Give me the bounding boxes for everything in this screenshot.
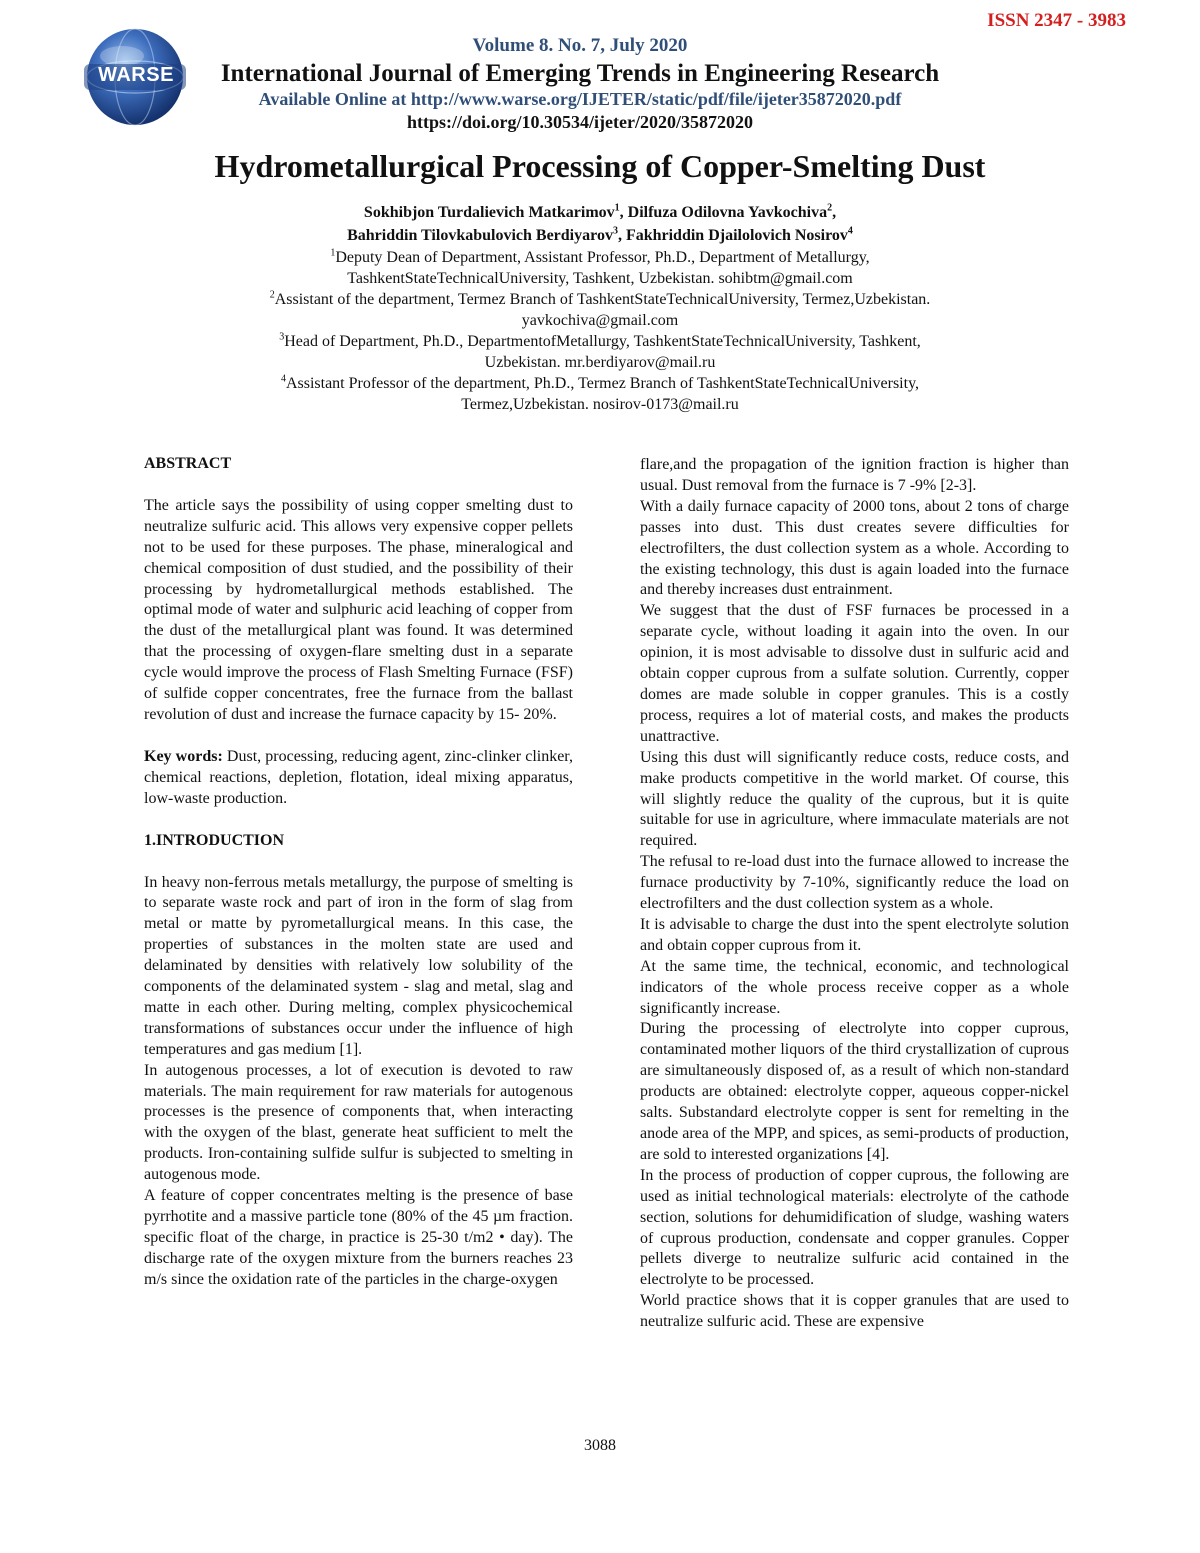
paragraph: In autogenous processes, a lot of execution is devoted to raw materials. The main requirement for raw materials for autogenous processes is the presence of components that, when interacting with the oxygen of the blast, generate heat sufficient to melt the products. Iron-containing sulfide sulfur is subjected to smelting in autogenous mode. — [144, 1061, 573, 1184]
journal-name: International Journal of Emerging Trends in Engineering Research — [220, 60, 940, 87]
paragraph: In the process of production of copper cuprous, the following are used as initial technological materials: electrolyte of the cathode section, solutions for dehumidification of sludge, washing waters of cuprous production, condensate and copper granules. Copper pellets diverge to neutralize sulfuric acid contained in the electrolyte to be processed. — [640, 1166, 1069, 1289]
availability-link[interactable]: Available Online at http://www.warse.org/IJETER/static/pdf/file/ijeter35872020.pdf — [258, 89, 902, 109]
paragraph: Using this dust will significantly reduce costs, reduce costs, and make products competitive in the world market. Of course, this will slightly reduce the quality of the cuprous, but it is quite suitable for use in agriculture, where immaculate materials are not required. — [640, 748, 1069, 850]
paragraph: In heavy non-ferrous metals metallurgy, the purpose of smelting is to separate waste rock and part of iron in the form of slag from metal or matte by pyrometallurgical means. In this case, the properties of substances in the molten state are used and delaminated by densities with relatively low solubility of the components of the delaminated system - slag and metal, slag and matte in each other. During melting, complex physicochemical transformations of substances occur under the influence of high temperatures and gas medium [1]. — [144, 873, 573, 1058]
author-sup: 3 — [612, 225, 618, 237]
affiliation-4: $^4$Assistant Professor of the department, Ph.D., Termez Branch of TashkentStateTechnicalUniversity, — [280, 373, 920, 392]
author-line-1: Sokhibjon Turdalievich Matkarimov$^1$, Dilfuza Odilovna Yavkochiva$^2$, — [363, 202, 837, 221]
affiliation-2-cont: yavkochiva@gmail.com — [521, 312, 679, 329]
paragraph: flare,and the propagation of the ignition fraction is higher than usual. Dust removal from the furnace is 7 -9% [2-3]. — [640, 456, 1069, 494]
paragraph: A feature of copper concentrates melting is the presence of base pyrrhotite and a massive particle tone (80% of the 45 µm fraction. specific float of the charge, in practice is 25-30 t/m2 • day). The discharge rate of the oxygen mixture from the burners reaches 23 m/s since the oxidation rate of the particles in the charge-oxygen — [144, 1187, 573, 1288]
right-column — [640, 455, 1069, 1333]
author-name: Bahriddin Tilovkabulovich Berdiyarov — [347, 227, 613, 244]
affiliation-3: $^3$Head of Department, Ph.D., DepartmentofMetallurgy, TashkentStateTechnicalUniversity, Tashkent, — [279, 331, 921, 350]
abstract-heading: ABSTRACT — [144, 455, 232, 472]
author-name: Fakhriddin Djailolovich Nosirov — [625, 227, 848, 244]
author-name: Dilfuza Odilovna Yavkochiva — [627, 204, 828, 221]
keywords-label: Key words: — [144, 747, 223, 765]
paragraph: World practice shows that it is copper granules that are used to neutralize sulfuric acid. These are expensive — [640, 1292, 1069, 1331]
paragraph: It is advisable to charge the dust into the spent electrolyte solution and obtain copper cuprous from it. — [640, 915, 1069, 954]
issn-label: ISSN 2347 - 3983 — [987, 10, 1126, 31]
paper-title: Hydrometallurgical Processing of Copper-Smelting Dust — [214, 148, 986, 184]
affiliation-3-cont: Uzbekistan. mr.berdiyarov@mail.ru — [484, 354, 716, 371]
keywords — [144, 747, 573, 810]
affiliation-1: $^1$Deputy Dean of Department, Assistant Professor, Ph.D., Department of Metallurgy, — [330, 247, 870, 266]
author-sup: 2 — [827, 202, 833, 214]
author-sup: 4 — [847, 225, 853, 237]
author-line-2: Bahriddin Tilovkabulovich Berdiyarov$^3$, Fakhriddin Djailolovich Nosirov$^4$ — [347, 225, 853, 244]
left-column — [144, 454, 573, 1291]
affiliation-4-cont: Termez,Uzbekistan. nosirov-0173@mail.ru — [461, 396, 739, 413]
warse-logo — [80, 26, 190, 128]
author-name: Sokhibjon Turdalievich Matkarimov — [363, 204, 615, 221]
keywords-text: Dust, processing, reducing agent, zinc-clinker clinker, chemical reactions, depletion, flotation, ideal mixing apparatus, low-waste production. — [144, 747, 573, 807]
doi-link[interactable]: https://doi.org/10.30534/ijeter/2020/35872020 — [407, 112, 753, 132]
paragraph: We suggest that the dust of FSF furnaces be processed in a separate cycle, without loading it again into the oven. In our opinion, it is most advisable to dissolve dust in sulfuric acid and obtain copper cuprous from a sulfate solution. Currently, copper domes are made soluble in copper granules. This is a costly process, requires a lot of material costs, and makes the products unattractive. — [640, 602, 1069, 745]
paragraph: At the same time, the technical, economic, and technological indicators of the whole process receive copper as a whole significantly increase. — [640, 957, 1069, 1017]
paragraph: The refusal to re-load dust into the furnace allowed to increase the furnace productivity by 7-10%, significantly reduce the load on electrofilters and the dust collection system as a whole. — [640, 853, 1069, 913]
author-sup: 1 — [614, 202, 620, 214]
author-block — [150, 201, 1050, 415]
logo-text: WARSE — [98, 64, 174, 86]
paragraph: During the processing of electrolyte into copper cuprous, contaminated mother liquors of the third crystallization of cuprous are simultaneously disposed of, as a result of which non-standard products are obtained: electrolyte copper, aqueous copper-nickel salts. Substandard electrolyte copper is sent for remelting in the anode area of the MPP, and spices, as semi-products of production, are sold to interested organizations [4]. — [640, 1020, 1069, 1163]
paragraph: With a daily furnace capacity of 2000 tons, about 2 tons of charge passes into dust. This dust creates severe difficulties for electrofilters, the dust collection system as a whole. According to the existing technology, this dust is again loaded into the furnace and thereby increases dust entrainment. — [640, 497, 1069, 599]
intro-heading: 1.INTRODUCTION — [144, 831, 285, 849]
affiliation-2: $^2$Assistant of the department, Termez Branch of TashkentStateTechnicalUniversity, Termez,Uzbekistan. — [269, 289, 931, 308]
page-number: 3088 — [584, 1437, 616, 1454]
journal-volume: Volume 8. No. 7, July 2020 — [472, 35, 688, 56]
abstract-text: The article says the possibility of using copper smelting dust to neutralize sulfuric acid. This allows very expensive copper pellets not to be used for these purposes. The phase, mineralogical and chemical composition of dust studied, and the possibility of their processing by hydrometallurgical methods established. The optimal mode of water and sulphuric acid leaching of copper from the dust of the metallurgical plant was found. It was determined that the processing of oxygen-flare smelting dust in a separate cycle would improve the process of Flash Smelting Furnace (FSF) of sulfide copper concentrates, free the furnace from the ballast revolution of dust and increase the furnace capacity by 15- 20%. — [144, 496, 573, 723]
affiliation-1-cont: TashkentStateTechnicalUniversity, Tashkent, Uzbekistan. sohibtm@gmail.com — [347, 270, 853, 287]
